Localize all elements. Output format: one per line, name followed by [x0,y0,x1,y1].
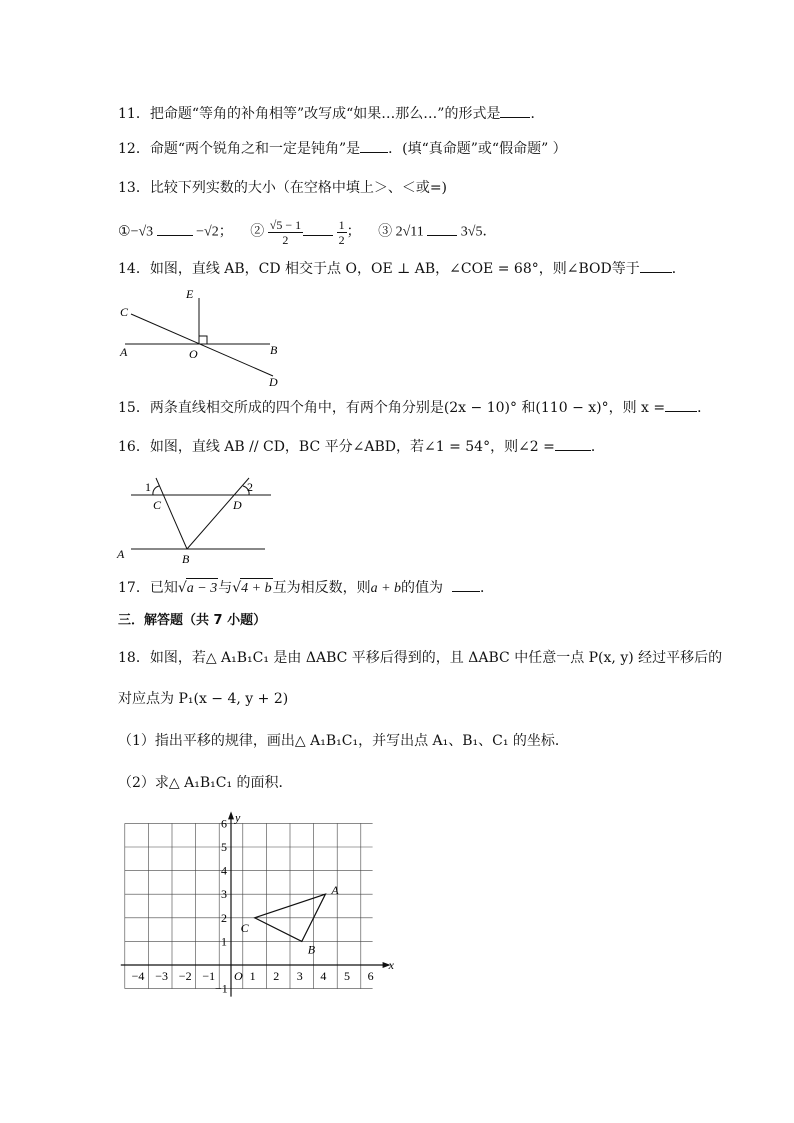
y-tick-label: 2 [221,910,227,925]
x-tick-label: −1 [202,969,216,983]
q17-text-end: 的值为 [401,580,444,596]
q16-text: 16．如图，直线 AB // CD，BC 平分∠ABD，若∠1 = 54°，则∠2 = [118,439,555,455]
x-tick-label: 3 [296,969,303,983]
sqrt-icon: √ [177,580,187,596]
q13-item2-label: ② [250,224,265,240]
q17-radicand-1: a − 3 [186,578,218,599]
x-tick-label: O [234,969,243,983]
question-14 [118,258,686,279]
q13-item1-left: −√3 [130,224,154,240]
q17-text-start: 17．已知 [118,580,178,596]
x-tick-label: −4 [131,969,145,983]
line-bd [187,478,249,549]
point-label-a: A [331,883,339,898]
q14-answer-blank[interactable] [640,258,672,273]
q15-text: 15．两条直线相交所成的四个角中，有两个角分别是(2x − 10)° 和(110 − x)°，则 x = [118,400,666,416]
x-tick-label: −3 [155,969,168,983]
q12-end: ．(填“真命题”或“假命题” ） [388,141,567,157]
q17-radicand-2: 4 + b [240,578,272,599]
question-11 [118,103,544,124]
y-axis-arrow-icon [228,811,234,819]
x-axis-label: x [388,958,394,972]
point-label-b: B [307,942,316,957]
q11-end: ． [530,106,545,122]
angle-1-arc [153,486,159,495]
x-tick-label: 6 [367,969,374,983]
q14-end: ． [671,261,686,277]
q13-item2-fraction-right: $\frac{1}{2}$ [338,218,345,247]
label-d: D [269,375,278,387]
q17-end: ． [479,580,494,596]
y-tick-label: 1 [221,934,227,949]
q13-end: ． [482,224,497,240]
question-16 [118,436,605,457]
y-tick-label: 6 [221,816,227,831]
label-b: B [182,552,190,566]
y-tick-label: 4 [221,863,227,878]
q18-part1: （1）指出平移的规律，画出△ A₁B₁C₁，并写出点 A₁、B₁、C₁ 的坐标． [118,733,569,749]
q13-item2-fraction-left: $\frac{√5 - 1}{2}$ [269,218,302,247]
q15-end: ． [697,400,712,416]
label-d: D [233,498,242,512]
q17-text-middle: 互为相反数，则 [272,580,371,596]
q13-item3-label: ③ [378,224,393,240]
line-cd [131,314,273,376]
label-2: 2 [247,480,253,494]
line-bc [156,478,187,549]
x-tick-label: 2 [273,969,280,983]
q13-item3-right: 3√5 [460,224,483,240]
label-a: A [120,345,128,359]
y-tick-label: 3 [221,887,227,902]
x-tick-label: 1 [249,969,256,983]
q13-item1-blank[interactable] [157,221,193,236]
q12-answer-blank[interactable] [360,138,388,153]
question-13 [118,178,447,198]
sqrt-icon: √ [232,580,242,596]
q16-answer-blank[interactable] [555,436,591,451]
q13-item3-blank[interactable] [427,221,457,236]
label-1: 1 [145,480,151,494]
q18-line2: 对应点为 P₁(x − 4, y + 2) [118,691,289,707]
x-tick-label: −2 [178,969,192,983]
q18-line1: 18．如图，若△ A₁B₁C₁ 是由 ΔABC 平移后得到的，且 ΔABC 中任意一点 P(x, y) 经过平移后的 [118,650,723,666]
q13-items [118,218,496,247]
x-tick-label: 4 [320,969,327,983]
point-label-c: C [240,920,249,935]
figure-16-diagram [115,464,280,568]
label-o: O [189,347,198,361]
y-tick-label: −1 [215,981,228,996]
q18-part2: （2）求△ A₁B₁C₁ 的面积． [118,775,293,791]
question-12 [118,138,567,159]
q11-answer-blank[interactable] [500,103,530,118]
q17-and: 与 [218,580,233,596]
q13-item1-label: ① [118,224,131,240]
q16-end: ． [590,439,605,455]
section-3-title: 三．解答题（共 7 小题） [118,613,267,628]
q13-text: 13．比较下列实数的大小（在空格中填上＞、＜或=) [118,180,448,196]
y-tick-label: 5 [221,840,227,854]
label-c: C [153,498,162,512]
right-angle-mark [199,336,207,344]
question-15 [118,397,711,418]
label-e: E [186,287,194,301]
x-tick-label: 5 [344,969,350,983]
label-c: C [120,305,129,319]
label-b: B [270,343,278,357]
question-17 [118,577,494,599]
label-a: A [117,547,125,561]
q13-item1-right: −√2 [196,224,219,240]
q13-sep2: ； [346,224,361,240]
q12-text: 12．命题“两个锐角之和一定是钝角”是 [118,141,361,157]
q11-text: 11．把命题“等角的补角相等”改写成“如果…那么…”的形式是 [118,106,501,122]
q17-expression: a + b [370,581,402,596]
q13-item2-blank[interactable] [303,221,333,236]
q17-answer-blank[interactable] [452,577,480,592]
q13-item3-left: 2√11 [395,224,424,240]
q15-answer-blank[interactable] [665,397,697,412]
q14-text: 14．如图，直线 AB，CD 相交于点 O，OE ⊥ AB，∠COE = 68°，则∠BOD等于 [118,261,640,277]
q13-sep1: ； [218,224,233,240]
figure-18-coordinate-grid [118,810,403,1000]
y-axis-label: y [235,810,241,825]
figure-14-diagram [115,282,295,387]
